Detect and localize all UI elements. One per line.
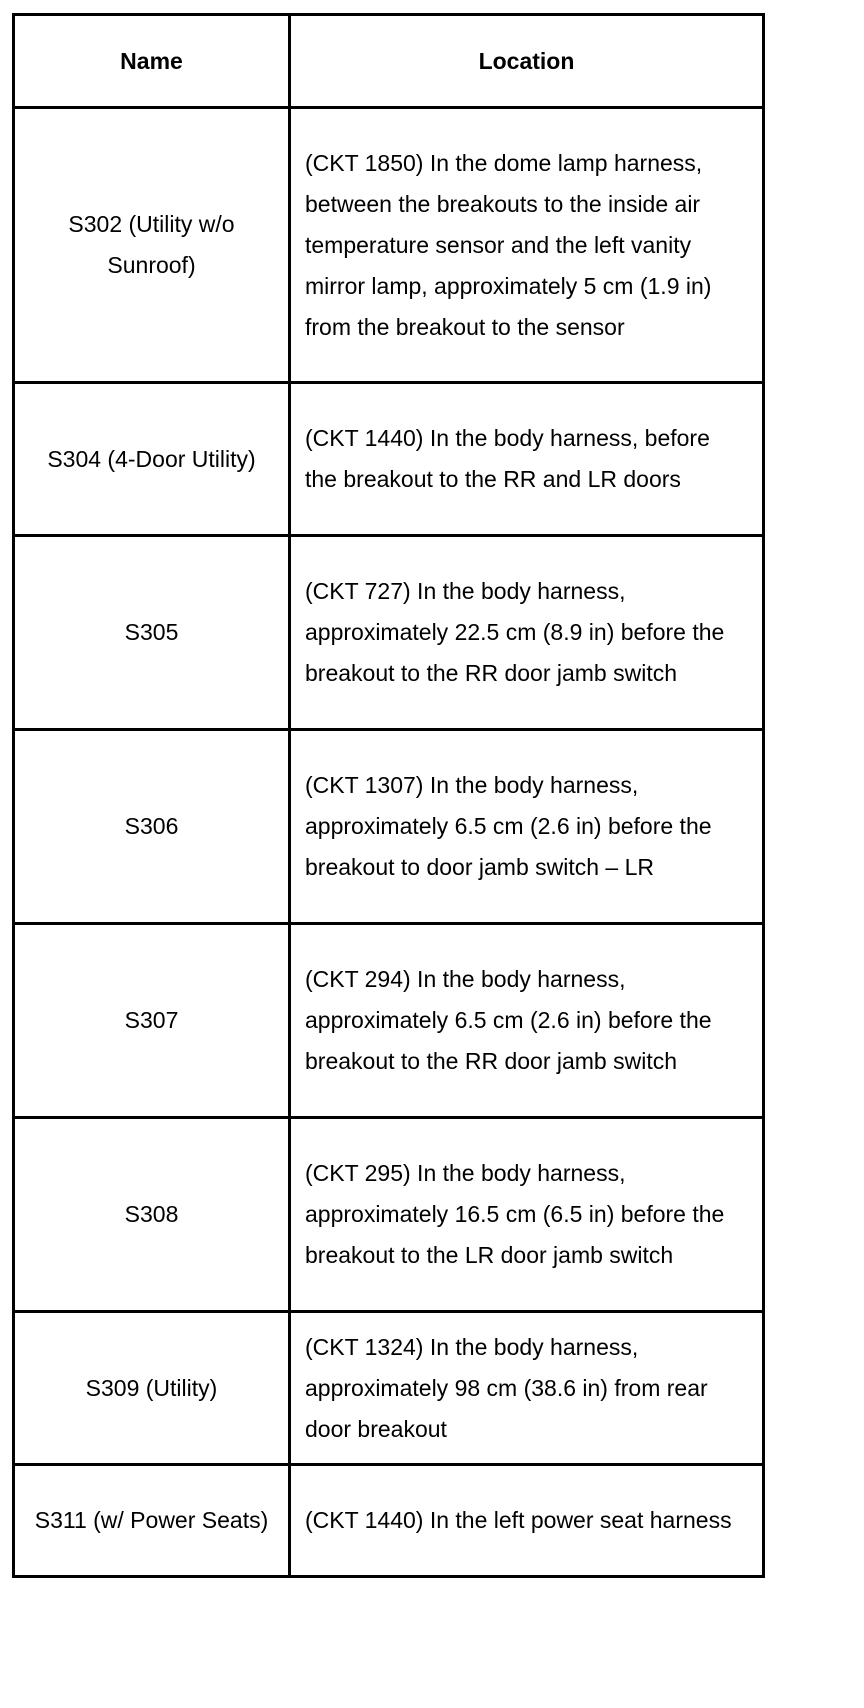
table-row: [14, 1118, 764, 1312]
splice-name-cell: S308: [14, 1118, 290, 1312]
table-row: [14, 1465, 764, 1577]
splice-name-cell: S306: [14, 730, 290, 924]
splice-name-cell: S304 (4-Door Utility): [14, 383, 290, 536]
splice-location-table: [12, 13, 765, 1578]
splice-location-cell: (CKT 1850) In the dome lamp harness, between the breakouts to the inside air temperature sensor and the left vanity mirror lamp, approximately 5 cm (1.9 in) from the breakout to the sensor: [290, 108, 764, 383]
table-header: [14, 15, 764, 108]
splice-name-cell: S305: [14, 536, 290, 730]
table-row: [14, 536, 764, 730]
splice-location-cell: (CKT 1324) In the body harness, approximately 98 cm (38.6 in) from rear door breakout: [290, 1312, 764, 1465]
table-body: [14, 108, 764, 1577]
splice-location-cell: (CKT 1440) In the left power seat harness: [290, 1465, 764, 1577]
table-row: [14, 1312, 764, 1465]
splice-name-cell: S307: [14, 924, 290, 1118]
splice-location-cell: (CKT 295) In the body harness, approximately 16.5 cm (6.5 in) before the breakout to the LR door jamb switch: [290, 1118, 764, 1312]
splice-name-cell: S302 (Utility w/o Sunroof): [14, 108, 290, 383]
splice-name-cell: S309 (Utility): [14, 1312, 290, 1465]
table-row: [14, 924, 764, 1118]
splice-location-cell: (CKT 1307) In the body harness, approximately 6.5 cm (2.6 in) before the breakout to door jamb switch – LR: [290, 730, 764, 924]
table-row: [14, 383, 764, 536]
table-row: [14, 108, 764, 383]
splice-location-cell: (CKT 294) In the body harness, approximately 6.5 cm (2.6 in) before the breakout to the RR door jamb switch: [290, 924, 764, 1118]
header-row: [14, 15, 764, 108]
splice-location-table-wrapper: [12, 13, 762, 1578]
splice-location-cell: (CKT 727) In the body harness, approximately 22.5 cm (8.9 in) before the breakout to the RR door jamb switch: [290, 536, 764, 730]
table-row: [14, 730, 764, 924]
splice-location-cell: (CKT 1440) In the body harness, before the breakout to the RR and LR doors: [290, 383, 764, 536]
splice-name-cell: S311 (w/ Power Seats): [14, 1465, 290, 1577]
column-header-name: Name: [14, 15, 290, 108]
column-header-location: Location: [290, 15, 764, 108]
